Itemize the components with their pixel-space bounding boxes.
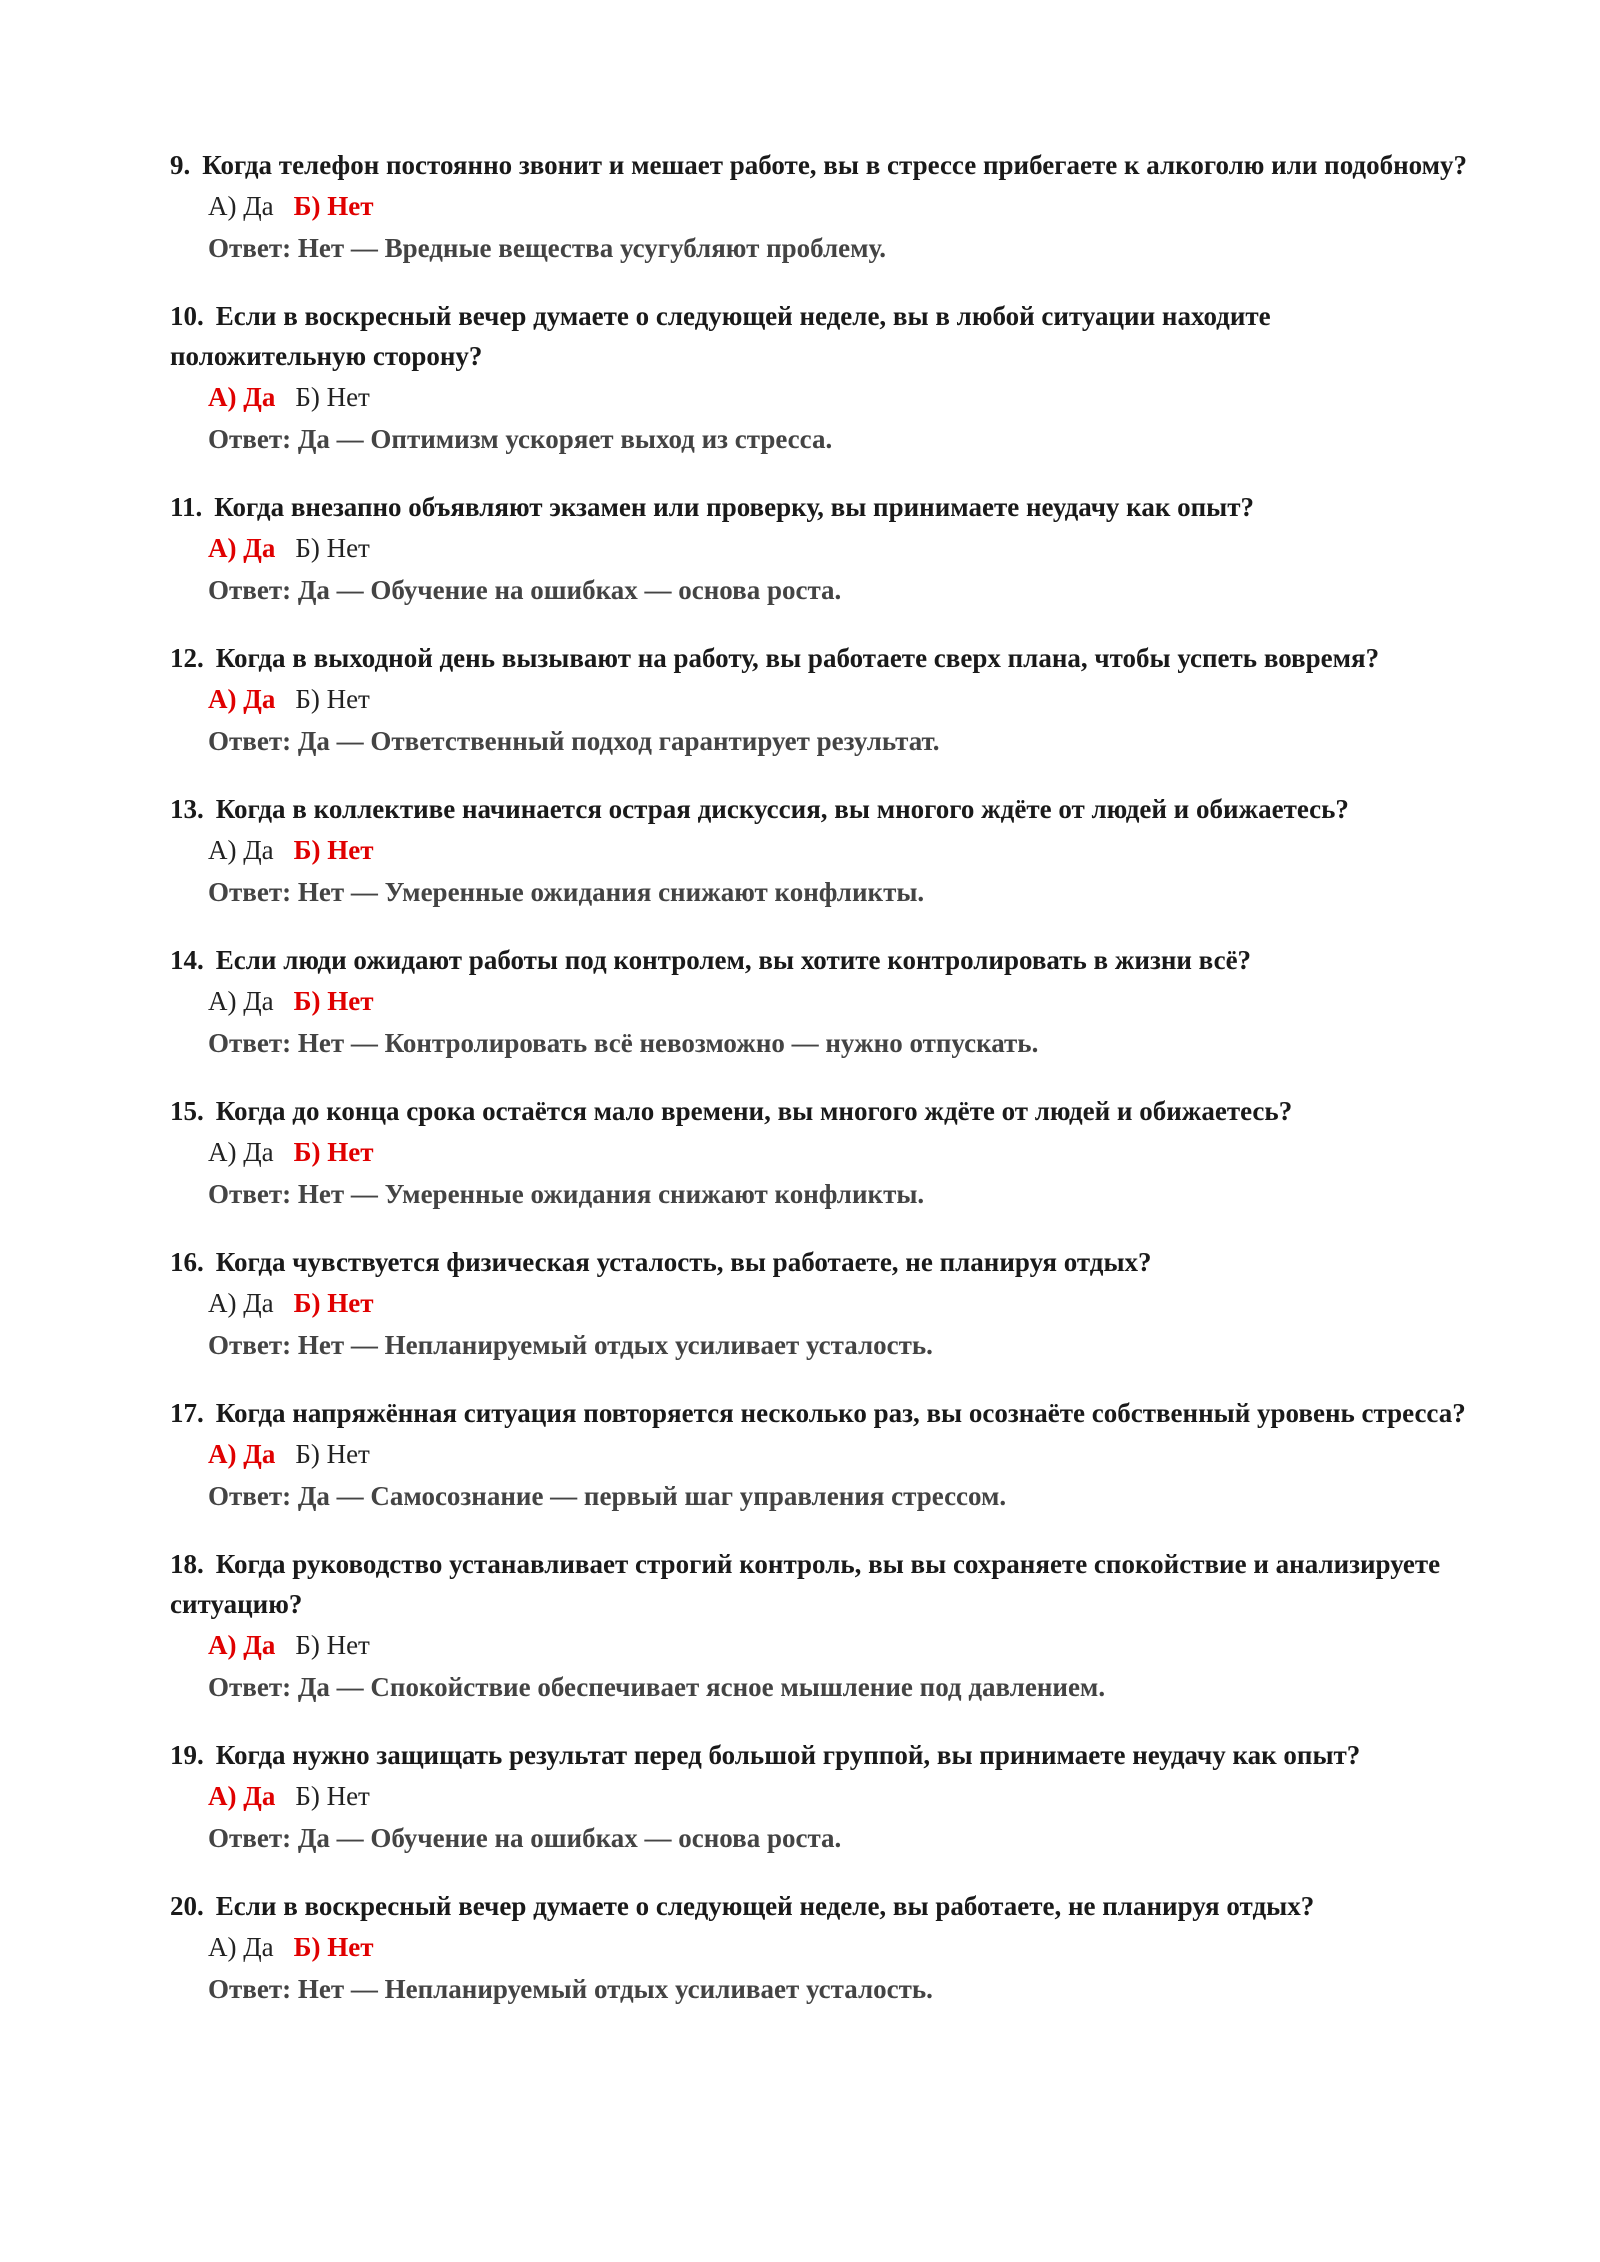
option-b: Б) Нет: [293, 1137, 374, 1167]
question-number: 18.: [170, 1549, 204, 1579]
question-body: Когда до конца срока остаётся мало времени, вы многого ждёте от людей и обижаетесь?: [215, 1096, 1293, 1126]
option-a: А) Да: [208, 986, 274, 1016]
question-text: [170, 1886, 1470, 1926]
question-block: [170, 1544, 1470, 1708]
option-a: А) Да: [208, 1439, 276, 1469]
question-number: 12.: [170, 643, 204, 673]
answer-explanation: Ответ: Нет — Контролировать всё невозможно — нужно отпускать.: [208, 1028, 1039, 1058]
question-body: Когда напряжённая ситуация повторяется несколько раз, вы осознаёте собственный уровень стресса?: [215, 1398, 1466, 1428]
question-number: 16.: [170, 1247, 204, 1277]
option-a: А) Да: [208, 835, 274, 865]
option-b: Б) Нет: [293, 191, 374, 221]
question-number: 17.: [170, 1398, 204, 1428]
question-text: [170, 1735, 1470, 1775]
question-body: Когда внезапно объявляют экзамен или проверку, вы принимаете неудачу как опыт?: [214, 492, 1255, 522]
question-body: Если в воскресный вечер думаете о следующей неделе, вы работаете, не планируя отдых?: [215, 1891, 1315, 1921]
option-a: А) Да: [208, 1630, 276, 1660]
answer-explanation: Ответ: Нет — Умеренные ожидания снижают конфликты.: [208, 1179, 925, 1209]
question-block: [170, 1886, 1470, 2010]
option-b: Б) Нет: [295, 1781, 370, 1811]
answer-explanation: Ответ: Да — Обучение на ошибках — основа роста.: [208, 1823, 842, 1853]
question-body: Когда руководство устанавливает строгий контроль, вы вы сохраняете спокойствие и анализируете ситуацию?: [170, 1549, 1441, 1619]
option-b: Б) Нет: [293, 1932, 374, 1962]
answer-explanation: Ответ: Да — Самосознание — первый шаг управления стрессом.: [208, 1481, 1007, 1511]
answer-explanation: Ответ: Да — Обучение на ошибках — основа роста.: [208, 575, 842, 605]
question-block: [170, 1735, 1470, 1859]
option-b: Б) Нет: [293, 1288, 374, 1318]
question-number: 19.: [170, 1740, 204, 1770]
option-b: Б) Нет: [293, 835, 374, 865]
option-b: Б) Нет: [295, 382, 370, 412]
option-b: Б) Нет: [295, 1630, 370, 1660]
question-block: [170, 789, 1470, 913]
answer-explanation: Ответ: Нет — Умеренные ожидания снижают конфликты.: [208, 877, 925, 907]
question-text: [170, 638, 1470, 678]
question-body: Если люди ожидают работы под контролем, вы хотите контролировать в жизни всё?: [215, 945, 1252, 975]
option-a: А) Да: [208, 1781, 276, 1811]
answer-options: [208, 980, 1470, 1022]
answer-options: [208, 1433, 1470, 1475]
option-a: А) Да: [208, 382, 276, 412]
answer-options: [208, 1775, 1470, 1817]
answer-options: [208, 1282, 1470, 1324]
question-text: [170, 487, 1470, 527]
option-b: Б) Нет: [293, 986, 374, 1016]
answer-explanation: Ответ: Нет — Вредные вещества усугубляют проблему.: [208, 233, 887, 263]
question-block: [170, 487, 1470, 611]
question-body: Когда в выходной день вызывают на работу, вы работаете сверх плана, чтобы успеть вовремя?: [215, 643, 1380, 673]
question-number: 14.: [170, 945, 204, 975]
question-text: [170, 940, 1470, 980]
question-list: [170, 145, 1470, 2010]
answer-explanation: Ответ: Да — Ответственный подход гарантирует результат.: [208, 726, 940, 756]
question-body: Если в воскресный вечер думаете о следующей неделе, вы в любой ситуации находите положительную сторону?: [170, 301, 1271, 371]
option-b: Б) Нет: [295, 1439, 370, 1469]
question-text: [170, 1393, 1470, 1433]
question-body: Когда телефон постоянно звонит и мешает работе, вы в стрессе прибегаете к алкоголю или подобному?: [202, 150, 1468, 180]
question-number: 9.: [170, 150, 191, 180]
answer-options: [208, 527, 1470, 569]
answer-explanation: Ответ: Нет — Непланируемый отдых усиливает усталость.: [208, 1330, 933, 1360]
question-block: [170, 296, 1470, 460]
option-a: А) Да: [208, 191, 274, 221]
question-text: [170, 145, 1470, 185]
answer-options: [208, 376, 1470, 418]
question-body: Когда чувствуется физическая усталость, вы работаете, не планируя отдых?: [215, 1247, 1152, 1277]
question-text: [170, 1544, 1470, 1624]
question-block: [170, 1091, 1470, 1215]
question-block: [170, 1242, 1470, 1366]
question-text: [170, 1091, 1470, 1131]
question-block: [170, 940, 1470, 1064]
answer-explanation: Ответ: Да — Оптимизм ускоряет выход из стресса.: [208, 424, 833, 454]
answer-options: [208, 678, 1470, 720]
answer-options: [208, 829, 1470, 871]
option-a: А) Да: [208, 1288, 274, 1318]
question-number: 20.: [170, 1891, 204, 1921]
question-number: 10.: [170, 301, 204, 331]
question-body: Когда нужно защищать результат перед большой группой, вы принимаете неудачу как опыт?: [215, 1740, 1361, 1770]
question-number: 11.: [170, 492, 203, 522]
answer-options: [208, 1926, 1470, 1968]
question-number: 15.: [170, 1096, 204, 1126]
option-a: А) Да: [208, 684, 276, 714]
answer-explanation: Ответ: Нет — Непланируемый отдых усиливает усталость.: [208, 1974, 933, 2004]
option-a: А) Да: [208, 1137, 274, 1167]
option-a: А) Да: [208, 533, 276, 563]
question-text: [170, 1242, 1470, 1282]
question-block: [170, 638, 1470, 762]
answer-options: [208, 185, 1470, 227]
question-block: [170, 1393, 1470, 1517]
option-b: Б) Нет: [295, 684, 370, 714]
answer-options: [208, 1624, 1470, 1666]
option-a: А) Да: [208, 1932, 274, 1962]
question-text: [170, 789, 1470, 829]
question-body: Когда в коллективе начинается острая дискуссия, вы многого ждёте от людей и обижаетесь?: [215, 794, 1349, 824]
option-b: Б) Нет: [295, 533, 370, 563]
answer-options: [208, 1131, 1470, 1173]
answer-explanation: Ответ: Да — Спокойствие обеспечивает ясное мышление под давлением.: [208, 1672, 1106, 1702]
question-text: [170, 296, 1470, 376]
question-number: 13.: [170, 794, 204, 824]
question-block: [170, 145, 1470, 269]
